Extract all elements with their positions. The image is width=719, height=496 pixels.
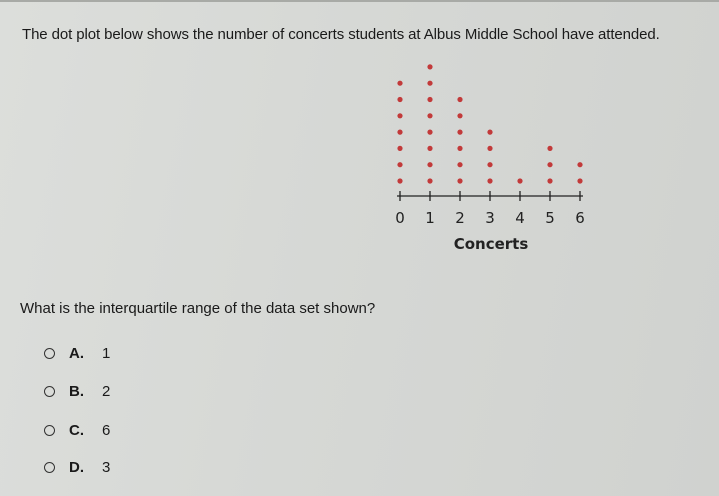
data-dot <box>427 64 432 69</box>
data-dot <box>547 146 552 151</box>
choice-letter: D. <box>69 458 84 476</box>
data-dot <box>547 178 552 183</box>
data-dot <box>427 113 432 118</box>
data-dot <box>427 81 432 86</box>
x-tick-label: 5 <box>545 209 555 227</box>
sub-question: What is the interquartile range of the data set shown? <box>20 300 376 317</box>
data-dot <box>397 178 402 183</box>
data-dot <box>487 130 492 135</box>
data-dot <box>547 162 552 167</box>
x-tick-label: 0 <box>395 209 405 227</box>
data-dot <box>397 146 402 151</box>
data-dot <box>457 162 462 167</box>
data-dot <box>397 130 402 135</box>
choice-c[interactable] <box>44 420 110 440</box>
choice-value: 6 <box>102 421 111 439</box>
data-dot <box>427 97 432 102</box>
choice-letter: C. <box>69 421 84 439</box>
data-dot <box>397 81 402 86</box>
radio-button-icon[interactable] <box>44 348 55 359</box>
x-tick-label: 6 <box>575 209 585 227</box>
choice-value: 2 <box>102 382 111 400</box>
data-dot <box>457 146 462 151</box>
data-dot <box>427 146 432 151</box>
radio-button-icon[interactable] <box>44 386 55 397</box>
x-tick-label: 4 <box>515 209 525 227</box>
radio-button-icon[interactable] <box>44 462 55 473</box>
choice-letter: B. <box>69 382 84 400</box>
data-dot <box>487 178 492 183</box>
choice-letter: A. <box>69 344 84 362</box>
data-dot <box>577 162 582 167</box>
data-dot <box>457 97 462 102</box>
radio-button-icon[interactable] <box>44 425 55 436</box>
data-dot <box>457 178 462 183</box>
choice-d[interactable] <box>44 457 110 477</box>
choice-value: 3 <box>102 458 111 476</box>
data-dot <box>457 130 462 135</box>
x-tick-label: 2 <box>455 209 465 227</box>
data-dot <box>457 113 462 118</box>
data-dot <box>487 146 492 151</box>
data-dot <box>397 113 402 118</box>
data-dot <box>397 97 402 102</box>
data-dot <box>397 162 402 167</box>
x-tick-label: 1 <box>425 209 435 227</box>
data-dot <box>427 162 432 167</box>
question-prompt: The dot plot below shows the number of concerts students at Albus Middle School have attended. <box>22 26 660 43</box>
x-axis-label: Concerts <box>453 235 529 253</box>
data-dot <box>427 130 432 135</box>
data-dot <box>577 178 582 183</box>
x-tick-label: 3 <box>485 209 495 227</box>
data-dot <box>427 178 432 183</box>
choice-value: 1 <box>102 344 111 362</box>
data-dot <box>487 162 492 167</box>
data-dot <box>517 178 522 183</box>
choice-b[interactable] <box>44 381 110 401</box>
choice-a[interactable] <box>44 343 110 363</box>
